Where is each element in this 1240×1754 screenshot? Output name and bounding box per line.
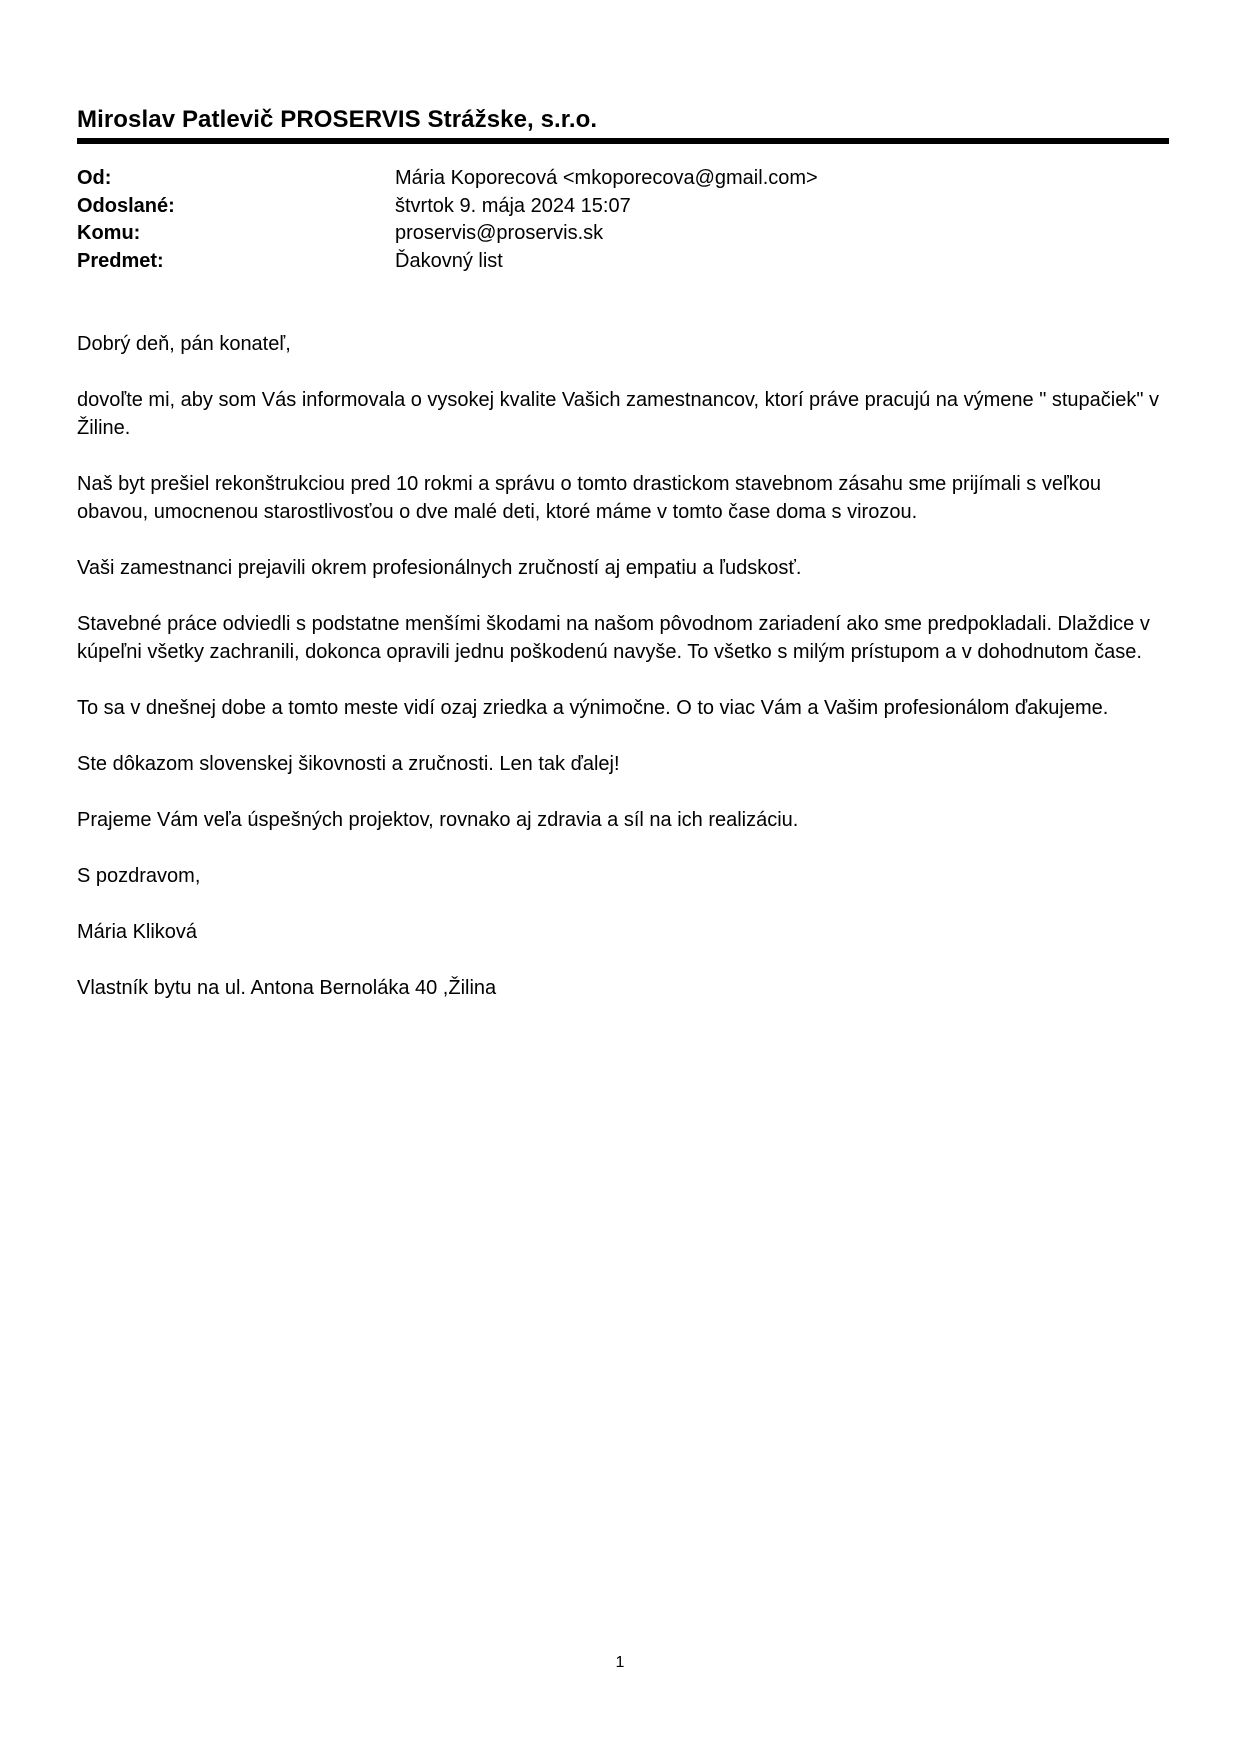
body-paragraph: To sa v dnešnej dobe a tomto meste vidí ozaj zriedka a výnimočne. O to viac Vám a Vašim profesionálom ďakujeme. (77, 697, 1109, 719)
title-divider (77, 138, 1169, 144)
signature-name: Mária Kliková (77, 921, 198, 943)
header-value-from: Mária Koporecová <mkoporecova@gmail.com> (395, 167, 818, 189)
header-value-to: proservis@proservis.sk (395, 222, 604, 244)
header-label-from: Od: (77, 167, 112, 189)
header-label-to: Komu: (77, 222, 141, 244)
body-paragraph: Prajeme Vám veľa úspešných projektov, rovnako aj zdravia a síl na ich realizáciu. (77, 809, 799, 831)
body-paragraph: Ste dôkazom slovenskej šikovnosti a zručnosti. Len tak ďalej! (77, 753, 620, 775)
header-row-to (77, 220, 1169, 248)
header-row-sent (77, 193, 1169, 221)
header-value-sent: štvrtok 9. mája 2024 15:07 (395, 194, 631, 217)
header-label-sent: Odoslané: (77, 194, 175, 217)
body-paragraph: Naš byt prešiel rekonštrukciou pred 10 rokmi a správu o tomto drastickom stavebnom zásahu sme prijímali s veľkou obavou, umocnenou starostlivosťou o dve malé deti, ktoré máme v tomto čase doma s virozou. (77, 473, 1102, 523)
body-paragraph: Vaši zamestnanci prejavili okrem profesionálnych zručností aj empatiu a ľudskosť. (77, 557, 802, 579)
header-value-subject: Ďakovný list (395, 249, 503, 272)
email-body (77, 330, 1169, 1030)
sender-title: Miroslav Patlevič PROSERVIS Strážske, s.r.o. (77, 106, 598, 133)
body-paragraph: Stavebné práce odviedli s podstatne menšími škodami na našom pôvodnom zariadení ako sme predpokladali. Dlaždice v kúpeľni všetky zachranili, dokonca opravili jednu poškodenú navyše. To všetko s milým prístupom a v dohodnutom čase. (77, 613, 1150, 663)
header-row-subject (77, 248, 1169, 276)
header-label-subject: Predmet: (77, 249, 164, 272)
header-row-from (77, 165, 1169, 193)
closing: S pozdravom, (77, 865, 201, 887)
signature-detail: Vlastník bytu na ul. Antona Bernoláka 40 ,Žilina (77, 977, 497, 999)
email-header-block (77, 165, 1169, 275)
greeting: Dobrý deň, pán konateľ, (77, 333, 291, 355)
page-number: 1 (615, 1654, 625, 1671)
body-paragraph: dovoľte mi, aby som Vás informovala o vysokej kvalite Vašich zamestnancov, ktorí práve pracujú na výmene " stupačiek" v Žiline. (77, 389, 1159, 439)
